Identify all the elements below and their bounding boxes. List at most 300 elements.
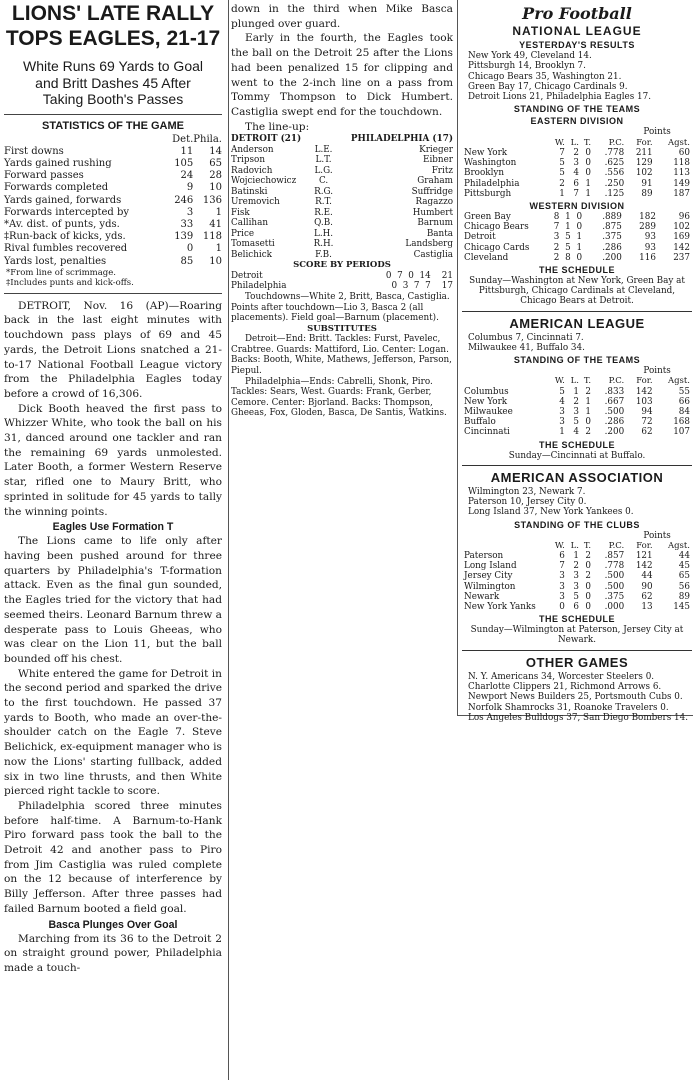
standings-value: .000 <box>604 602 625 613</box>
standings-value: 0 <box>576 222 583 233</box>
standings-col-header: W. <box>554 376 565 387</box>
deck-line-3: Taking Booth's Passes <box>42 91 184 107</box>
standings-value: 182 <box>639 211 656 222</box>
team-name: Newark <box>464 591 500 602</box>
team-name: New York <box>464 147 508 158</box>
standings-value: .286 <box>604 417 625 428</box>
points-header-row <box>464 531 690 541</box>
stats-row <box>4 158 222 170</box>
standings-value: 2 <box>559 178 565 189</box>
standings-value: 3 <box>553 232 560 243</box>
subs-philadelphia: Philadelphia—Ends: Cabrelli, Shonk, Piro. Tackles: Sears, West. Guards: Frank, Gerber, Cemore. Center: Bjorland. Backs: Thompson, Gheeas, Fox, Gloden, Basca, De Santis, Watkins. <box>231 376 447 419</box>
standings-value: 1 <box>573 386 579 397</box>
standings-value: 211 <box>635 147 653 158</box>
standings-value: 62 <box>641 591 653 602</box>
points-label: Points <box>643 127 671 138</box>
stats-header-phila: Phila. <box>193 133 222 145</box>
points-label: Points <box>643 366 671 377</box>
nfl-results-title: YESTERDAY'S RESULTS <box>519 40 635 50</box>
team-name: Washington <box>464 158 517 169</box>
standings-value: 129 <box>635 158 653 169</box>
standings-value: 142 <box>635 561 653 572</box>
standings-row <box>464 168 690 178</box>
standings-col-header: Agst. <box>667 137 690 148</box>
lineup-position: F.B. <box>315 249 332 260</box>
standings-value: 1 <box>585 188 592 199</box>
score-row <box>231 281 453 292</box>
stats-label: ‡Run-back of kicks, yds. <box>4 231 126 243</box>
team-name: Detroit <box>464 232 496 243</box>
standings-col-header: W. <box>554 540 565 551</box>
standings-value: 145 <box>673 602 690 613</box>
afl-name: AMERICAN LEAGUE <box>509 315 645 331</box>
standings-value: 90 <box>641 581 653 592</box>
score-quarters: 0 3 7 7 <box>391 281 431 292</box>
standings-value: 2 <box>585 551 592 562</box>
lineup-row <box>231 166 453 177</box>
team-name: Long Island <box>464 561 517 572</box>
lineup-philadelphia: Landsberg <box>405 239 453 250</box>
article-column-1 <box>0 0 226 1080</box>
score-note: Touchdowns—White 2, Britt, Basca, Castiglia. Points after touchdown—Lio 3, Basca 2 (all placements). Field goal—Barnum (placement). <box>231 291 450 324</box>
standings-value: 6 <box>573 602 579 613</box>
stats-row <box>4 195 222 207</box>
nfl-east-table <box>464 127 690 198</box>
standings-col-header: For. <box>636 376 653 387</box>
standings-value: 56 <box>678 581 690 592</box>
article-column-2 <box>231 0 453 419</box>
standings-value: 5 <box>573 417 579 428</box>
subhead-basca: Basca Plunges Over Goal <box>48 918 178 931</box>
aa-table <box>464 531 690 613</box>
standings-value: .857 <box>604 551 625 562</box>
standings-value: 96 <box>678 211 690 222</box>
standings-value: 8 <box>565 252 571 263</box>
team-name: Milwaukee <box>464 406 513 417</box>
standings-value: 102 <box>635 168 653 179</box>
stats-label: Forwards completed <box>4 182 109 194</box>
result-line: Newport News Builders 25, Portsmouth Cubs 0. <box>468 692 683 703</box>
standings-value: 3 <box>559 406 565 417</box>
standings-row <box>464 551 690 561</box>
standings-col-header: L. <box>570 137 579 148</box>
result-line: New York 49, Cleveland 14. <box>468 51 592 61</box>
team-name: Paterson <box>464 551 504 562</box>
stats-label: Forward passes <box>4 170 84 182</box>
divider <box>462 311 692 312</box>
paragraph: Marching from its 36 to the Detroit 2 on straight ground power, Philadelphia made a touch- <box>4 932 222 974</box>
standings-row <box>464 407 690 417</box>
score-team: Detroit <box>231 270 263 281</box>
standings-value: 2 <box>573 396 579 407</box>
standings-value: 8 <box>553 211 560 222</box>
paragraph: DETROIT, Nov. 16 (AP)—Roaring back in the last eight minutes with touchdown pass plays of 69 and 45 yards, the Detroit Lions snatched a 21-to-17 National Football League victory from the Philadelphia Eagles today before a crowd of 16,306. <box>4 299 222 400</box>
result-line: Columbus 7, Cincinnati 7. <box>468 332 584 343</box>
result-line: Charlotte Clippers 21, Richmond Arrows 6. <box>468 681 662 692</box>
standings-value: 0 <box>585 417 592 428</box>
paragraph: down in the third when Mike Basca plunged over guard. <box>231 3 453 30</box>
stats-label: Forwards intercepted by <box>4 206 130 218</box>
standings-value: 0 <box>585 158 592 169</box>
other-games-name: OTHER GAMES <box>525 654 629 670</box>
standings-row <box>464 571 690 581</box>
standings-value: .500 <box>604 571 625 582</box>
standings-value: 0 <box>576 252 583 263</box>
aa-schedule-title: THE SCHEDULE <box>538 614 615 625</box>
team-name: New York Yanks <box>464 602 536 613</box>
standings-value: 1 <box>573 551 579 562</box>
divider <box>4 114 222 115</box>
subs-detroit: Detroit—End: Britt. Tackles: Furst, Pavelec, Crabtree. Guards: Mattiford, Lio. Center: Logan. Backs: Booth, White, Mathews, Jefferson, Parson, Piepul. <box>231 334 452 377</box>
stats-row <box>4 219 222 231</box>
standings-value: 3 <box>559 591 565 602</box>
pro-football-title: Pro Football <box>522 4 632 23</box>
team-name: Green Bay <box>464 211 511 222</box>
afl-schedule: Sunday—Cincinnati at Buffalo. <box>508 450 646 461</box>
standings-col-header: L. <box>570 376 579 387</box>
lineup-philadelphia: Fritz <box>431 165 453 176</box>
score-total: 17 <box>441 281 453 292</box>
stats-header-row <box>4 134 222 146</box>
result-line: Wilmington 23, Newark 7. <box>468 486 586 497</box>
lineup-row <box>231 229 453 240</box>
score-team: Philadelphia <box>231 281 287 292</box>
standings-row <box>464 189 690 199</box>
lineup-philadelphia: Graham <box>417 176 453 187</box>
standings-header-row <box>464 376 690 386</box>
stats-row <box>4 170 222 182</box>
lineup-position: L.H. <box>313 228 334 239</box>
score-title: SCORE BY PERIODS <box>293 260 391 271</box>
team-name: Chicago Cards <box>464 242 530 253</box>
standings-value: 1 <box>559 188 565 199</box>
standings-col-header: T. <box>583 137 592 148</box>
standings-value: .250 <box>604 178 625 189</box>
standings-col-header: W. <box>554 137 565 148</box>
stats-row <box>4 182 222 194</box>
standings-value: 3 <box>559 581 565 592</box>
stats-label: Yards lost, penalties <box>4 255 107 267</box>
standings-value: 1 <box>585 178 592 189</box>
standings-value: 2 <box>553 252 560 263</box>
standings-row <box>464 602 690 612</box>
lineup-row <box>231 239 453 250</box>
standings-value: 0 <box>585 602 592 613</box>
standings-row <box>464 158 690 168</box>
standings-value: 7 <box>553 222 560 233</box>
standings-value: .778 <box>604 561 625 572</box>
lineup-position: R.G. <box>314 186 334 197</box>
stats-phila: 28 <box>209 170 222 182</box>
standings-row <box>464 561 690 571</box>
standings-value: 1 <box>576 232 583 243</box>
result-line: Chicago Bears 35, Washington 21. <box>468 71 622 82</box>
standings-value: 6 <box>559 551 565 562</box>
standings-value: 289 <box>639 222 656 233</box>
lineup-position: L.G. <box>314 165 333 176</box>
standings-col-header: T. <box>583 540 592 551</box>
stats-row <box>4 256 222 268</box>
lineup-detroit: Radovich <box>231 165 273 176</box>
standings-row <box>464 253 690 263</box>
team-name: Pittsburgh <box>464 188 512 199</box>
standings-row <box>464 148 690 158</box>
lineup-header-philadelphia: PHILADELPHIA (17) <box>350 134 453 145</box>
standings-col-header: Agst. <box>667 540 690 551</box>
paragraph: Philadelphia scored three minutes before half-time. A Barnum-to-Hank Piro forward pass took the ball to the Detroit 42 and another pass to Piro from Jim Castiglia was ruled complete on the 12 because of interference by Billy Jefferson. After three passes had failed Barnum booted a field goal. <box>4 799 222 915</box>
standings-value: 107 <box>673 427 690 438</box>
nfl-name: NATIONAL LEAGUE <box>512 24 642 38</box>
subhead-formation: Eagles Use Formation T <box>52 521 174 534</box>
standings-value: 237 <box>673 252 690 263</box>
stats-det: 3 <box>186 206 194 218</box>
stats-det: 24 <box>180 170 194 182</box>
standings-value: 142 <box>673 242 690 253</box>
standings-value: 94 <box>641 406 653 417</box>
standings-value: 55 <box>678 386 690 397</box>
stats-label: Yards gained rushing <box>4 157 112 169</box>
standings-value: 3 <box>559 571 565 582</box>
standings-row <box>464 243 690 253</box>
standings-value: 66 <box>678 396 690 407</box>
standings-value: 3 <box>573 158 579 169</box>
stats-title: STATISTICS OF THE GAME <box>42 119 184 132</box>
stats-det: 139 <box>174 231 194 243</box>
standings-value: 1 <box>565 222 571 233</box>
stats-det: 105 <box>174 157 194 169</box>
standings-value: 89 <box>641 188 653 199</box>
standings-col-header: For. <box>636 540 653 551</box>
lineup-position: Q.B. <box>314 218 333 229</box>
lineup-row <box>231 197 453 208</box>
standings-value: 44 <box>678 551 690 562</box>
lineup-row <box>231 176 453 187</box>
standings-value: 45 <box>678 561 690 572</box>
standings-value: 187 <box>673 188 690 199</box>
afl-table <box>464 366 690 437</box>
standings-value: 5 <box>573 591 579 602</box>
standings-value: 0 <box>585 168 592 179</box>
aa-schedule: Sunday—Wilmington at Paterson, Jersey City at Newark. <box>470 625 684 646</box>
deck-line-1: White Runs 69 Yards to Goal <box>22 58 204 74</box>
standings-value: .375 <box>604 591 625 602</box>
standings-col-header: T. <box>583 376 592 387</box>
standings-value: 168 <box>673 417 690 428</box>
standings-value: .667 <box>604 396 625 407</box>
standings-value: .125 <box>604 188 625 199</box>
standings-value: 0 <box>559 602 565 613</box>
standings-row <box>464 397 690 407</box>
standings-value: 5 <box>559 158 565 169</box>
team-name: Jersey City <box>464 571 513 582</box>
standings-value: 1 <box>585 406 592 417</box>
standings-value: 118 <box>673 158 690 169</box>
standings-value: 89 <box>678 591 690 602</box>
result-line: Pittsburgh 14, Brooklyn 7. <box>468 61 586 72</box>
column-rule-right <box>457 0 458 716</box>
standings-value: 62 <box>641 427 653 438</box>
paragraph: The Lions came to life only after having been pushed around for three quarters by Philadelphia's T-formation attack. Even as the final gun sounded, the Eagles tried for the victory that had seemed theirs. Leonard Barnum threw a desperate pass to Louis Gheeas, who was clear on the Lion 11, but the ball bounded off his chest. <box>4 535 222 665</box>
result-line: Detroit Lions 21, Philadelphia Eagles 17. <box>468 92 652 103</box>
lineup-detroit: Belichick <box>231 249 272 260</box>
standings-col-header: For. <box>636 137 653 148</box>
lineup-intro: The line-up: <box>245 120 310 133</box>
standings-row <box>464 179 690 189</box>
result-line: Norfolk Shamrocks 31, Roanoke Travelers 0. <box>468 702 669 713</box>
points-header-row <box>464 127 690 137</box>
lineup-row <box>231 250 453 261</box>
standings-value: 84 <box>678 406 690 417</box>
team-name: Columbus <box>464 386 509 397</box>
standings-value: 7 <box>559 147 565 158</box>
points-header-row <box>464 366 690 376</box>
lineup-philadelphia: Ragazzo <box>415 197 453 208</box>
stats-phila: 65 <box>209 157 222 169</box>
standings-header-row <box>464 138 690 148</box>
standings-value: 169 <box>673 232 690 243</box>
standings-value: 2 <box>573 561 579 572</box>
standings-value: .556 <box>604 168 625 179</box>
stats-phila: 41 <box>209 218 222 230</box>
standings-row <box>464 417 690 427</box>
lineup-row <box>231 218 453 229</box>
paragraph: Dick Booth heaved the first pass to Whizzer White, who took the ball on his 31, danced around one tackler and ran the remaining 69 yards unmolested. Later Booth, a former Western Reserve star, rifled one to Maury Britt, who sprinted in solitude for 45 yards to tally the winning points. <box>4 402 222 518</box>
standings-value: 93 <box>644 242 656 253</box>
nfl-schedule-title: THE SCHEDULE <box>538 264 615 275</box>
standings-value: 5 <box>559 168 565 179</box>
lineup-detroit: Tomasetti <box>231 239 275 250</box>
lineup-row <box>231 155 453 166</box>
standings-row <box>464 212 690 222</box>
stats-det: 246 <box>174 194 194 206</box>
stats-det: 33 <box>180 218 194 230</box>
stats-label: First downs <box>4 145 64 157</box>
standings-value: 0 <box>576 211 583 222</box>
standings-value: 7 <box>573 188 579 199</box>
lineup-philadelphia: Barnum <box>417 218 453 229</box>
standings-value: 1 <box>565 211 571 222</box>
stats-det: 9 <box>186 182 194 194</box>
standings-value: 3 <box>573 571 579 582</box>
lineup-table <box>231 134 453 260</box>
standings-value: 6 <box>573 178 579 189</box>
nfl-west-title: WESTERN DIVISION <box>529 200 625 211</box>
standings-value: .500 <box>604 406 625 417</box>
standings-value: 4 <box>559 396 565 407</box>
team-name: Cincinnati <box>464 427 510 438</box>
team-name: Cleveland <box>464 252 509 263</box>
standings-value: 5 <box>559 386 565 397</box>
lineup-position: R.H. <box>313 239 334 250</box>
lineup-detroit: Tripson <box>231 155 265 166</box>
standings-value: 113 <box>673 168 690 179</box>
lineup-philadelphia: Castiglia <box>413 249 453 260</box>
stats-label: Rival fumbles recovered <box>4 243 128 255</box>
lineup-position: L.T. <box>315 155 332 166</box>
lineup-detroit: Batinski <box>231 186 268 197</box>
standings-value: 121 <box>635 551 653 562</box>
standings-value: 3 <box>573 581 579 592</box>
standings-header-row <box>464 541 690 551</box>
lineup-position: C. <box>318 176 329 187</box>
result-line: Green Bay 17, Chicago Cardinals 9. <box>468 81 628 92</box>
stats-phila: 14 <box>209 145 222 157</box>
stats-note-2: ‡Includes punts and kick-offs. <box>6 277 134 288</box>
nfl-schedule: Sunday—Washington at New York, Green Bay at Pittsburgh, Chicago Cardinals at Cleveland, Chicago Bears at Detroit. <box>469 275 685 307</box>
column-rule-left <box>228 0 229 1080</box>
standings-value: .833 <box>604 386 625 397</box>
standings-value: .875 <box>602 222 622 233</box>
lineup-row <box>231 187 453 198</box>
lineup-detroit: Uremovich <box>231 197 280 208</box>
stats-phila: 10 <box>209 255 222 267</box>
standings-col-header: P.C. <box>608 540 625 551</box>
lineup-header <box>231 134 453 145</box>
afl-schedule-title: THE SCHEDULE <box>538 439 615 450</box>
lineup-detroit: Anderson <box>231 144 274 155</box>
standings-row <box>464 222 690 232</box>
standings-value: 2 <box>553 242 560 253</box>
score-table <box>231 271 453 292</box>
stats-det: 85 <box>180 255 194 267</box>
stats-note-1: *From line of scrimmage. <box>6 267 116 278</box>
headline-line-2: TOPS EAGLES, 21-17 <box>5 27 221 50</box>
standings-value: 65 <box>678 571 690 582</box>
lineup-position: R.T. <box>315 197 332 208</box>
team-name: Chicago Bears <box>464 222 529 233</box>
standings-value: .625 <box>604 158 625 169</box>
stats-phila: 1 <box>215 243 222 255</box>
standings-value: .500 <box>604 581 625 592</box>
standings-value: 7 <box>559 561 565 572</box>
stats-det: 0 <box>186 243 194 255</box>
stats-header-det: Det. <box>172 133 194 145</box>
standings-col-header: P.C. <box>608 137 625 148</box>
standings-value: 2 <box>585 427 592 438</box>
standings-value: 2 <box>573 147 579 158</box>
standings-value: 3 <box>559 417 565 428</box>
nfl-standing-title: STANDING OF THE TEAMS <box>513 104 641 115</box>
standings-value: 116 <box>639 252 656 263</box>
standings-value: 2 <box>585 386 592 397</box>
deck <box>0 58 226 108</box>
standings-value: 5 <box>565 242 571 253</box>
headline-line-1: LIONS' LATE RALLY <box>11 2 215 25</box>
standings-value: .200 <box>602 252 622 263</box>
standings-col-header: Agst. <box>667 376 690 387</box>
standings-value: 60 <box>678 147 690 158</box>
pro-football-box <box>462 0 692 723</box>
divider <box>462 650 692 651</box>
stats-table <box>4 134 222 268</box>
result-line: Los Angeles Bulldogs 37, San Diego Bombers 14. <box>468 712 689 723</box>
divider <box>462 465 692 466</box>
subs-title: SUBSTITUTES <box>307 323 377 334</box>
paragraph: Early in the fourth, the Eagles took the ball on the Detroit 25 after the Lions had been penalized 15 for clipping and went to the 2-inch line on a pass from Tommy Thompson to Dick Humbert. Castiglia swept end for the touchdown. <box>231 32 453 118</box>
lineup-detroit: Price <box>231 228 255 239</box>
lineup-philadelphia: Eibner <box>423 155 453 166</box>
stats-row <box>4 243 222 255</box>
standings-row <box>464 387 690 397</box>
standings-value: 5 <box>565 232 571 243</box>
result-line: N. Y. Americans 34, Worcester Steelers 0. <box>468 671 655 682</box>
standings-value: 102 <box>673 222 690 233</box>
nfl-east-title: EASTERN DIVISION <box>530 116 624 127</box>
lineup-header-detroit: DETROIT (21) <box>231 134 302 145</box>
standings-value: 0 <box>585 147 592 158</box>
standings-value: 0 <box>585 591 592 602</box>
standings-col-header: P.C. <box>608 376 625 387</box>
